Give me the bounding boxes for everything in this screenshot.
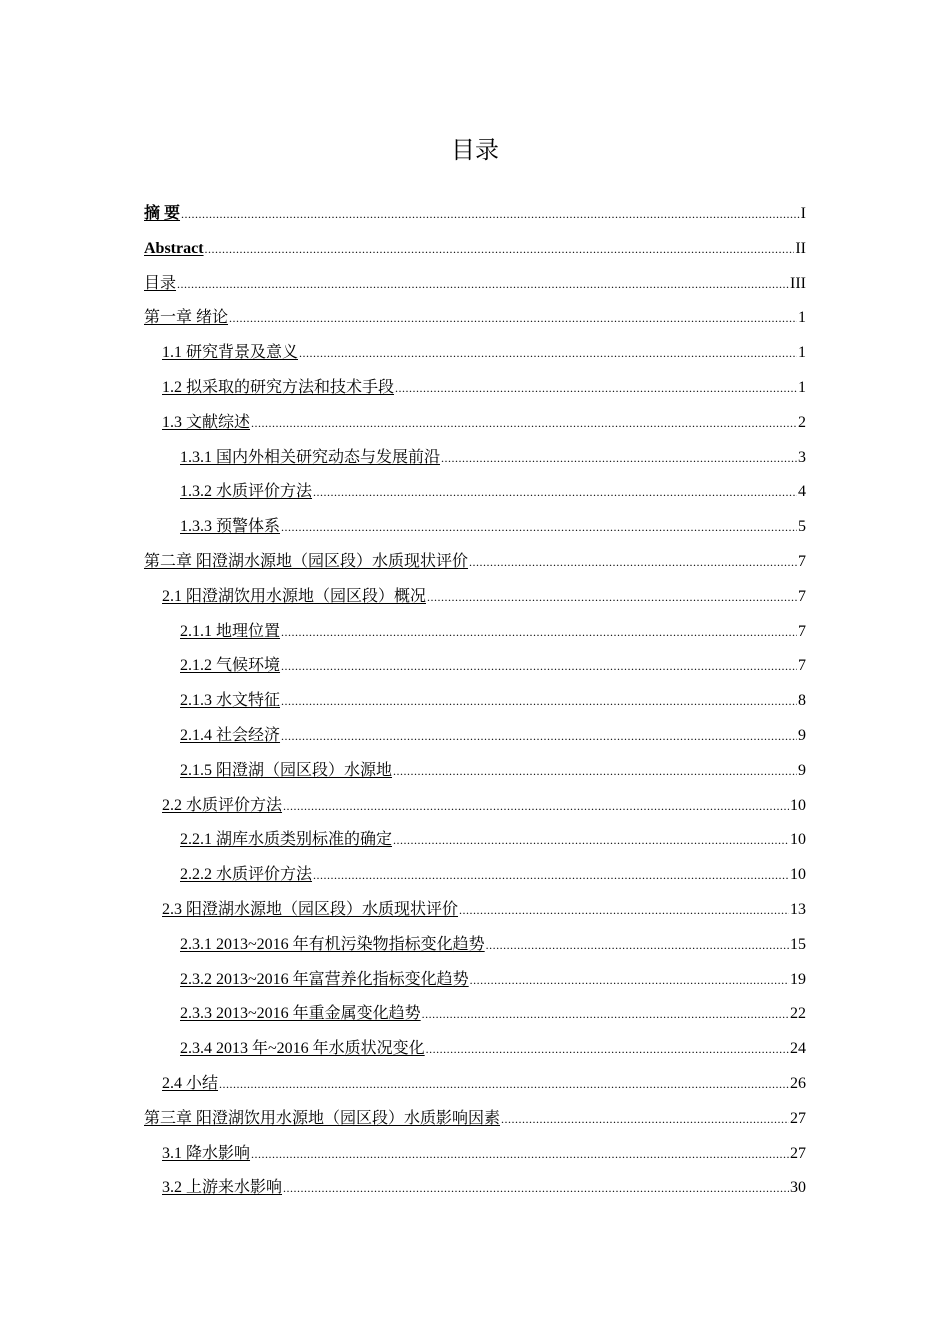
toc-entry-link[interactable]: 目录 [144,274,177,292]
toc-entry[interactable] [144,1067,806,1102]
toc-entry[interactable] [144,510,806,545]
toc-entry[interactable] [144,301,806,336]
toc-entry[interactable] [144,754,806,789]
dot-leader [281,684,797,719]
toc-entry[interactable] [144,893,806,928]
toc-entry-link[interactable]: 2.3.1 2013~2016 年有机污染物指标变化趋势 [180,935,485,953]
toc-entry-link[interactable]: 2.4 小结 [162,1074,219,1092]
toc-entry[interactable] [144,1102,806,1137]
toc-entry[interactable] [144,1032,806,1067]
toc-entry-link[interactable]: 3.2 上游来水影响 [162,1179,283,1197]
toc-entry[interactable] [144,928,806,963]
toc-entry[interactable] [144,232,806,267]
toc-entry-link[interactable]: 1.3.2 水质评价方法 [180,483,313,501]
toc-entry[interactable] [144,371,806,406]
toc-page-number: 24 [790,1040,806,1058]
toc-page-number: II [795,239,806,257]
toc-entry[interactable] [144,789,806,824]
toc-entry[interactable] [144,1171,806,1206]
dot-leader [486,928,789,963]
toc-page-number: 1 [798,378,806,396]
toc-entry-link[interactable]: 3.1 降水影响 [162,1144,251,1162]
toc-entry-link[interactable]: 2.3 阳澄湖水源地（园区段）水质现状评价 [162,900,459,918]
dot-leader [313,475,797,510]
toc-entry-link[interactable]: 2.1.3 水文特征 [180,692,281,710]
toc-page-number: I [800,205,806,222]
dot-leader [426,1032,789,1067]
dot-leader [177,267,789,302]
toc-page-number: 1 [798,309,806,327]
dot-leader [283,1171,789,1206]
toc-page-number: 27 [790,1109,806,1127]
toc-entry-link[interactable]: 1.1 研究背景及意义 [162,344,299,362]
toc-entry-link[interactable]: 第一章 绪论 [144,309,229,327]
toc-entry-link[interactable]: 2.3.2 2013~2016 年富营养化指标变化趋势 [180,970,469,988]
toc-page-number: 22 [790,1005,806,1023]
dot-leader [281,510,797,545]
toc-page-number: 10 [790,796,806,814]
toc-page-number: 30 [790,1179,806,1197]
toc-entry[interactable] [144,963,806,998]
toc-entry[interactable] [144,580,806,615]
toc-entry[interactable] [144,997,806,1032]
toc-page-number: 9 [798,761,806,779]
dot-leader [313,858,789,893]
toc-page-number: 27 [790,1144,806,1162]
toc-entry-link[interactable]: Abstract [144,239,204,257]
toc-entry[interactable] [144,649,806,684]
toc-page-number: 9 [798,726,806,744]
toc-page-number: 7 [798,622,806,640]
toc-entry[interactable] [144,719,806,754]
toc-entry[interactable] [144,1137,806,1172]
dot-leader [427,580,797,615]
toc-page-number: 10 [790,866,806,884]
dot-leader [470,963,789,998]
toc-page-number: 26 [790,1074,806,1092]
dot-leader [281,615,797,650]
dot-leader [395,371,797,406]
dot-leader [501,1102,789,1137]
toc-page-number: 2 [798,413,806,431]
toc-entry[interactable] [144,858,806,893]
toc-entry[interactable] [144,545,806,580]
toc-entry-link[interactable]: 1.3.1 国内外相关研究动态与发展前沿 [180,448,441,466]
dot-leader [393,823,789,858]
toc-entry-link[interactable]: 第二章 阳澄湖水源地（园区段）水质现状评价 [144,552,469,570]
toc-entry[interactable] [144,336,806,371]
toc-entry[interactable] [144,441,806,476]
toc-entry-link[interactable]: 第三章 阳澄湖饮用水源地（园区段）水质影响因素 [144,1109,501,1127]
toc-entry-link[interactable]: 摘 要 [144,205,181,222]
toc-entry-link[interactable]: 2.3.4 2013 年~2016 年水质状况变化 [180,1040,425,1058]
toc-entry[interactable] [144,615,806,650]
toc-entry[interactable] [144,406,806,441]
page-title: 目录 [451,136,499,164]
toc-entry-link[interactable]: 2.2.1 湖库水质类别标准的确定 [180,831,393,849]
toc-page-number: 7 [798,657,806,675]
toc-page-number: 7 [798,552,806,570]
toc-entry[interactable] [144,197,806,232]
toc-entry-link[interactable]: 2.1.4 社会经济 [180,726,281,744]
dot-leader [299,336,797,371]
toc-page-number: 7 [798,587,806,605]
toc-page-number: 19 [790,970,806,988]
dot-leader [393,754,797,789]
toc-entry-link[interactable]: 2.3.3 2013~2016 年重金属变化趋势 [180,1005,421,1023]
dot-leader [441,441,797,476]
dot-leader [229,301,797,336]
dot-leader [281,719,797,754]
dot-leader [459,893,789,928]
dot-leader [281,649,797,684]
toc-page-number: 10 [790,831,806,849]
toc-page-number: 13 [790,900,806,918]
toc-entry-link[interactable]: 1.2 拟采取的研究方法和技术手段 [162,378,395,396]
dot-leader [219,1067,789,1102]
toc-page-number: 15 [790,935,806,953]
toc-entry-link[interactable]: 2.1 阳澄湖饮用水源地（园区段）概况 [162,587,427,605]
toc-entry-link[interactable]: 1.3.3 预警体系 [180,518,281,536]
toc-page-number: 4 [798,483,806,501]
table-of-contents [144,197,806,1206]
toc-entry[interactable] [144,684,806,719]
dot-leader [205,232,795,267]
toc-entry[interactable] [144,267,806,302]
toc-entry-link[interactable]: 2.2.2 水质评价方法 [180,866,313,884]
dot-leader [283,789,789,824]
toc-entry-link[interactable]: 1.3 文献综述 [162,413,251,431]
toc-entry[interactable] [144,823,806,858]
toc-entry-link[interactable]: 2.2 水质评价方法 [162,796,283,814]
dot-leader [251,406,797,441]
toc-page-number: 5 [798,518,806,536]
toc-page-number: 8 [798,692,806,710]
toc-entry-link[interactable]: 2.1.5 阳澄湖（园区段）水源地 [180,761,393,779]
dot-leader [181,197,800,232]
toc-page-number: 3 [798,448,806,466]
toc-entry-link[interactable]: 2.1.2 气候环境 [180,657,281,675]
dot-leader [422,997,789,1032]
toc-entry-link[interactable]: 2.1.1 地理位置 [180,622,281,640]
toc-page-number: 1 [798,344,806,362]
toc-page-number: III [790,274,806,292]
toc-entry[interactable] [144,475,806,510]
dot-leader [469,545,797,580]
dot-leader [251,1137,789,1172]
